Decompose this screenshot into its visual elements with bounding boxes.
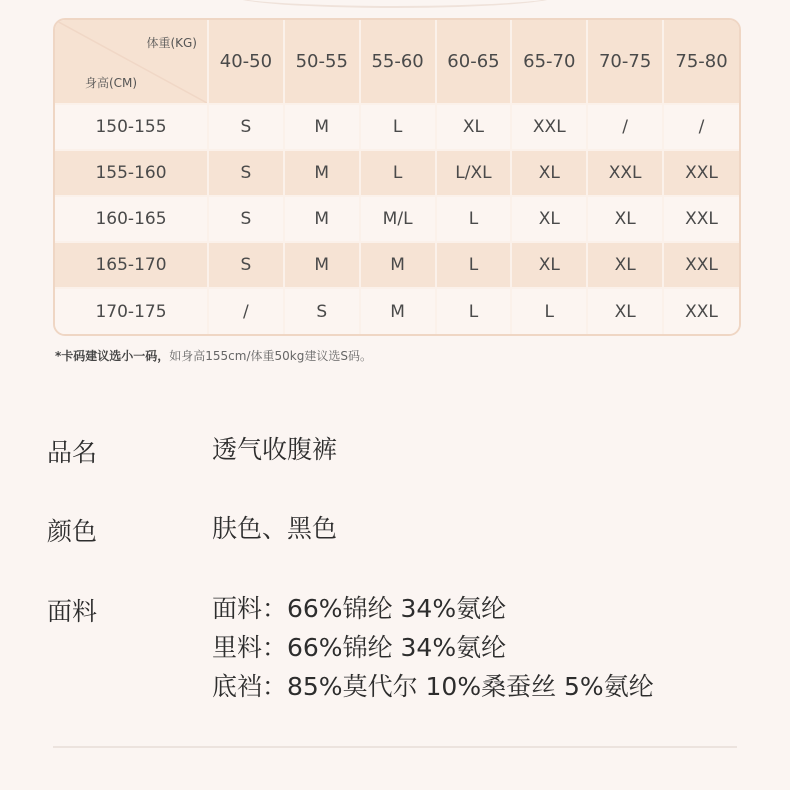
size-cell: L bbox=[360, 150, 436, 196]
height-cell: 170-175 bbox=[55, 288, 208, 334]
product-name-label: 品名 bbox=[47, 438, 98, 467]
weight-column-header: 70-75 bbox=[587, 20, 663, 104]
height-axis-label: 身高(CM) bbox=[85, 76, 138, 90]
fabric-line-lining: 里料：66%锦纶 34%氨纶 bbox=[212, 633, 507, 662]
table-row bbox=[55, 242, 739, 288]
weight-column-header: 40-50 bbox=[208, 20, 284, 104]
weight-column-header: 60-65 bbox=[436, 20, 512, 104]
size-cell: M bbox=[360, 288, 436, 334]
size-cell: M bbox=[284, 242, 360, 288]
product-color-label: 颜色 bbox=[47, 517, 98, 546]
size-cell: XXL bbox=[663, 150, 739, 196]
size-cell: M/L bbox=[360, 196, 436, 242]
size-cell: XL bbox=[587, 196, 663, 242]
size-chart-table bbox=[53, 18, 741, 336]
top-decorative-arc bbox=[230, 0, 560, 8]
size-cell: XXL bbox=[511, 104, 587, 150]
height-cell: 155-160 bbox=[55, 150, 208, 196]
size-cell: L bbox=[360, 104, 436, 150]
size-cell: XXL bbox=[663, 196, 739, 242]
size-cell: XL bbox=[511, 196, 587, 242]
size-chart-corner-cell bbox=[55, 20, 208, 104]
note-text: 如身高155cm/体重50kg建议选S码。 bbox=[169, 349, 372, 363]
table-row bbox=[55, 288, 739, 334]
size-cell: S bbox=[208, 196, 284, 242]
size-cell: M bbox=[284, 104, 360, 150]
size-cell: M bbox=[284, 150, 360, 196]
size-cell: L bbox=[436, 288, 512, 334]
height-cell: 150-155 bbox=[55, 104, 208, 150]
size-cell: XL bbox=[587, 288, 663, 334]
product-color-value: 肤色、黑色 bbox=[212, 514, 338, 543]
table-row bbox=[55, 104, 739, 150]
size-cell: XXL bbox=[663, 242, 739, 288]
size-cell: M bbox=[284, 196, 360, 242]
size-cell: L bbox=[436, 242, 512, 288]
size-cell: XL bbox=[511, 150, 587, 196]
table-row bbox=[55, 150, 739, 196]
size-cell: L bbox=[511, 288, 587, 334]
size-cell: / bbox=[587, 104, 663, 150]
size-cell: XL bbox=[587, 242, 663, 288]
size-cell: S bbox=[208, 150, 284, 196]
size-cell: XL bbox=[436, 104, 512, 150]
size-recommendation-note bbox=[55, 347, 372, 364]
product-fabric-label: 面料 bbox=[47, 597, 98, 626]
size-cell: S bbox=[208, 242, 284, 288]
size-cell: XXL bbox=[663, 288, 739, 334]
size-cell: XL bbox=[511, 242, 587, 288]
table-row bbox=[55, 196, 739, 242]
product-fabric-lines bbox=[212, 589, 654, 706]
weight-column-header: 65-70 bbox=[511, 20, 587, 104]
size-cell: S bbox=[284, 288, 360, 334]
fabric-line-outer: 面料：66%锦纶 34%氨纶 bbox=[212, 594, 507, 623]
height-cell: 160-165 bbox=[55, 196, 208, 242]
size-cell: L bbox=[436, 196, 512, 242]
weight-column-header: 50-55 bbox=[284, 20, 360, 104]
product-name-value: 透气收腹裤 bbox=[212, 435, 338, 464]
weight-axis-label: 体重(KG) bbox=[146, 36, 197, 50]
size-chart-header-row bbox=[55, 20, 739, 104]
section-divider bbox=[53, 746, 737, 748]
note-emphasis: *卡码建议选小一码， bbox=[55, 349, 170, 363]
size-cell: XXL bbox=[587, 150, 663, 196]
height-cell: 165-170 bbox=[55, 242, 208, 288]
weight-column-header: 75-80 bbox=[663, 20, 739, 104]
fabric-line-crotch: 底裆：85%莫代尔 10%桑蚕丝 5%氨纶 bbox=[212, 672, 654, 701]
size-cell: M bbox=[360, 242, 436, 288]
size-cell: / bbox=[663, 104, 739, 150]
weight-column-header: 55-60 bbox=[360, 20, 436, 104]
size-cell: / bbox=[208, 288, 284, 334]
size-cell: S bbox=[208, 104, 284, 150]
size-cell: L/XL bbox=[436, 150, 512, 196]
